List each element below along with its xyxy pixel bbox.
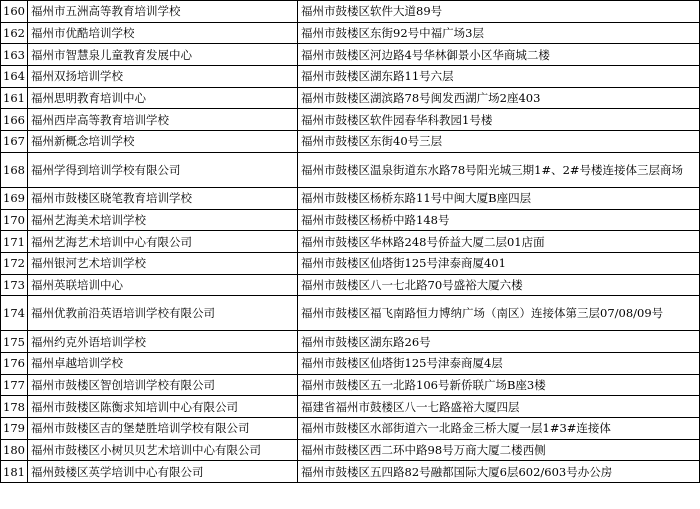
table-row xyxy=(1,461,700,483)
table-row xyxy=(1,439,700,461)
school-name: 福州西岸高等教育培训学校 xyxy=(28,109,298,131)
school-address: 福州市鼓楼区西二环中路98号万商大厦二楼西侧 xyxy=(298,439,700,461)
table-row xyxy=(1,152,700,187)
table-row xyxy=(1,274,700,296)
school-name: 福州艺海艺术培训中心有限公司 xyxy=(28,231,298,253)
school-address: 福州市鼓楼区河边路4号华林御景小区华商城二楼 xyxy=(298,44,700,66)
table-body xyxy=(1,1,700,483)
row-number: 177 xyxy=(1,374,28,396)
school-address: 福州市鼓楼区湖滨路78号闽发西湖广场2座403 xyxy=(298,87,700,109)
row-number: 175 xyxy=(1,331,28,353)
row-number: 180 xyxy=(1,439,28,461)
school-name: 福州市鼓楼区智创培训学校有限公司 xyxy=(28,374,298,396)
table-row xyxy=(1,109,700,131)
school-address: 福州市鼓楼区杨桥东路11号中闽大厦B座四层 xyxy=(298,187,700,209)
table-row xyxy=(1,66,700,88)
row-number: 171 xyxy=(1,231,28,253)
row-number: 169 xyxy=(1,187,28,209)
school-address: 福州市鼓楼区东街92号中福广场3层 xyxy=(298,22,700,44)
school-address: 福州市鼓楼区五四路82号融都国际大厦6层602/603号办公房 xyxy=(298,461,700,483)
row-number: 168 xyxy=(1,152,28,187)
school-address: 福州市鼓楼区水部街道六一北路金三桥大厦一层1#3#连接体 xyxy=(298,418,700,440)
table-row xyxy=(1,44,700,66)
table-row xyxy=(1,296,700,331)
school-address: 福建省福州市鼓楼区八一七路盛裕大厦四层 xyxy=(298,396,700,418)
school-name: 福州艺海美术培训学校 xyxy=(28,209,298,231)
school-name: 福州新概念培训学校 xyxy=(28,131,298,153)
row-number: 170 xyxy=(1,209,28,231)
school-name: 福州市优酷培训学校 xyxy=(28,22,298,44)
school-address: 福州市鼓楼区八一七北路70号盛裕大厦六楼 xyxy=(298,274,700,296)
table-row xyxy=(1,231,700,253)
row-number: 167 xyxy=(1,131,28,153)
school-address: 福州市鼓楼区五一北路106号新侨联广场B座3楼 xyxy=(298,374,700,396)
school-name: 福州优教前沿英语培训学校有限公司 xyxy=(28,296,298,331)
school-address: 福州市鼓楼区华林路248号侨益大厦二层01店面 xyxy=(298,231,700,253)
row-number: 161 xyxy=(1,87,28,109)
table-row xyxy=(1,418,700,440)
school-address: 福州市鼓楼区温泉街道东水路78号阳光城三期1#、2#号楼连接体三层商场 xyxy=(298,152,700,187)
school-name: 福州市鼓楼区晓笔教育培训学校 xyxy=(28,187,298,209)
school-name: 福州学得到培训学校有限公司 xyxy=(28,152,298,187)
school-name: 福州卓越培训学校 xyxy=(28,352,298,374)
table-row xyxy=(1,396,700,418)
school-name: 福州市鼓楼区陈衡求知培训中心有限公司 xyxy=(28,396,298,418)
school-address: 福州市鼓楼区杨桥中路148号 xyxy=(298,209,700,231)
table-row xyxy=(1,131,700,153)
school-name: 福州思明教育培训中心 xyxy=(28,87,298,109)
table-row xyxy=(1,187,700,209)
school-address: 福州市鼓楼区湖东路11号六层 xyxy=(298,66,700,88)
school-name: 福州银河艺术培训学校 xyxy=(28,252,298,274)
school-name: 福州鼓楼区英学培训中心有限公司 xyxy=(28,461,298,483)
row-number: 174 xyxy=(1,296,28,331)
school-name: 福州市智慧泉儿童教育发展中心 xyxy=(28,44,298,66)
row-number: 178 xyxy=(1,396,28,418)
table-row xyxy=(1,1,700,23)
school-name: 福州双扬培训学校 xyxy=(28,66,298,88)
row-number: 164 xyxy=(1,66,28,88)
table-row xyxy=(1,209,700,231)
school-address: 福州市鼓楼区东街40号三层 xyxy=(298,131,700,153)
table-row xyxy=(1,252,700,274)
row-number: 163 xyxy=(1,44,28,66)
row-number: 166 xyxy=(1,109,28,131)
row-number: 176 xyxy=(1,352,28,374)
school-address: 福州市鼓楼区福飞南路恒力博纳广场（南区）连接体第三层07/08/09号 xyxy=(298,296,700,331)
row-number: 179 xyxy=(1,418,28,440)
row-number: 173 xyxy=(1,274,28,296)
school-address: 福州市鼓楼区软件大道89号 xyxy=(298,1,700,23)
row-number: 162 xyxy=(1,22,28,44)
school-name: 福州英联培训中心 xyxy=(28,274,298,296)
school-name: 福州约克外语培训学校 xyxy=(28,331,298,353)
table-row xyxy=(1,22,700,44)
row-number: 160 xyxy=(1,1,28,23)
table-row xyxy=(1,374,700,396)
table-row xyxy=(1,352,700,374)
school-name: 福州市鼓楼区小树贝贝艺术培训中心有限公司 xyxy=(28,439,298,461)
school-address: 福州市鼓楼区仙塔街125号津泰商厦401 xyxy=(298,252,700,274)
row-number: 181 xyxy=(1,461,28,483)
table-row xyxy=(1,87,700,109)
school-address: 福州市鼓楼区湖东路26号 xyxy=(298,331,700,353)
table-row xyxy=(1,331,700,353)
row-number: 172 xyxy=(1,252,28,274)
school-address: 福州市鼓楼区仙塔街125号津泰商厦4层 xyxy=(298,352,700,374)
school-name: 福州市五洲高等教育培训学校 xyxy=(28,1,298,23)
school-address: 福州市鼓楼区软件园春华科教园1号楼 xyxy=(298,109,700,131)
school-name: 福州市鼓楼区吉的堡楚胜培训学校有限公司 xyxy=(28,418,298,440)
